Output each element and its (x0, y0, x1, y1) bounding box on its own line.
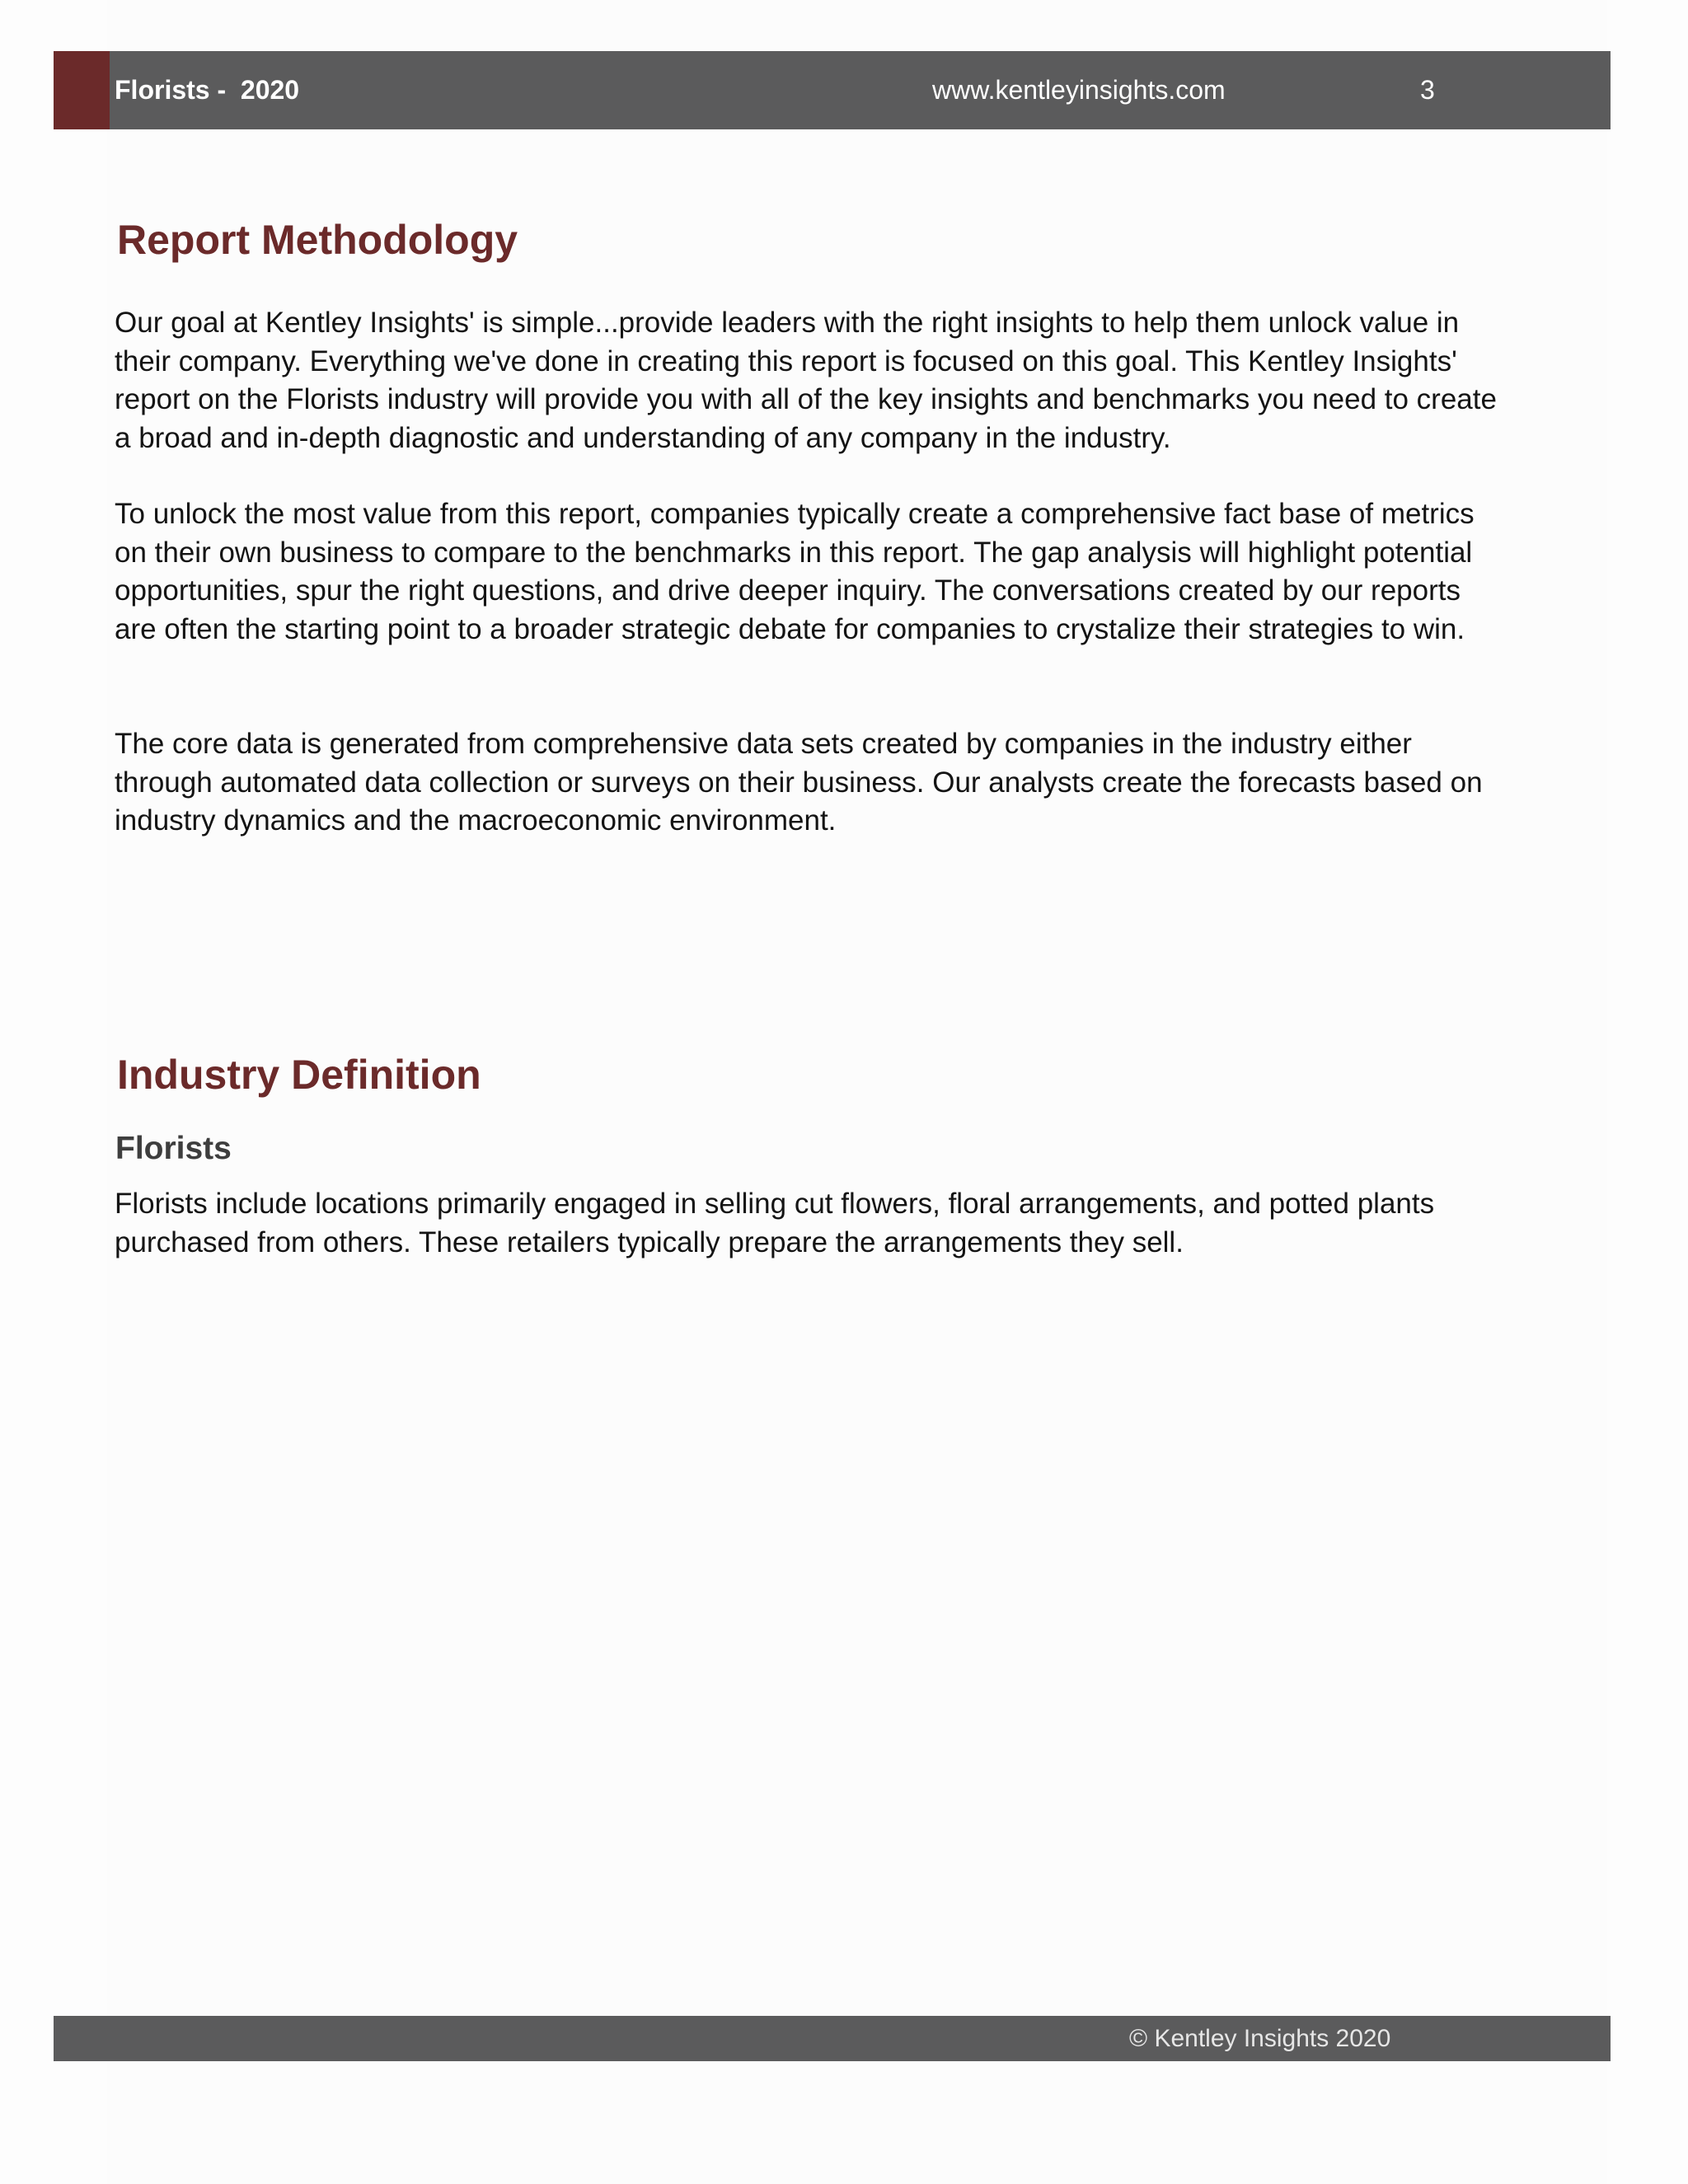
methodology-heading: Report Methodology (117, 217, 518, 263)
industry-definition-text: Florists include locations primarily engaged in selling cut flowers, floral arrangements, and potted plants purchased from others. These retailers typically prepare the arrangements they sell. (115, 1188, 1435, 1258)
methodology-paragraph-3: The core data is generated from comprehensive data sets created by companies in the industry either through automated data collection or surveys on their business. Our analysts create the forecasts based on industry dynamics and the macroeconomic environment. (115, 728, 1483, 837)
header-accent-block (54, 51, 110, 129)
methodology-paragraph-2: To unlock the most value from this report, companies typically create a comprehensive fact base of metrics on their own business to compare to the benchmarks in this report. The gap analysis will highlight potential opportunities, spur the right questions, and drive deeper inquiry. The conversations created by our reports are often the starting point to a broader strategic debate for companies to crystalize their strategies to win. (115, 498, 1475, 645)
header-title: Florists - 2020 (115, 75, 300, 105)
page-header (54, 51, 1611, 129)
page-footer (54, 2016, 1611, 2061)
industry-definition-heading: Industry Definition (117, 1052, 481, 1098)
industry-name-subheading: Florists (115, 1131, 232, 1166)
footer-copyright: © Kentley Insights 2020 (1129, 2025, 1391, 2052)
methodology-paragraph-1: Our goal at Kentley Insights' is simple...provide leaders with the right insights to help them unlock value in their company. Everything we've done in creating this report is focused on this goal. This Kentley Insights' report on the Florists industry will provide you with all of the key insights and benchmarks you need to create a broad and in-depth diagnostic and understanding of any company in the industry. (115, 307, 1497, 454)
page-number: 3 (1420, 75, 1435, 105)
header-url: www.kentleyinsights.com (932, 75, 1226, 105)
